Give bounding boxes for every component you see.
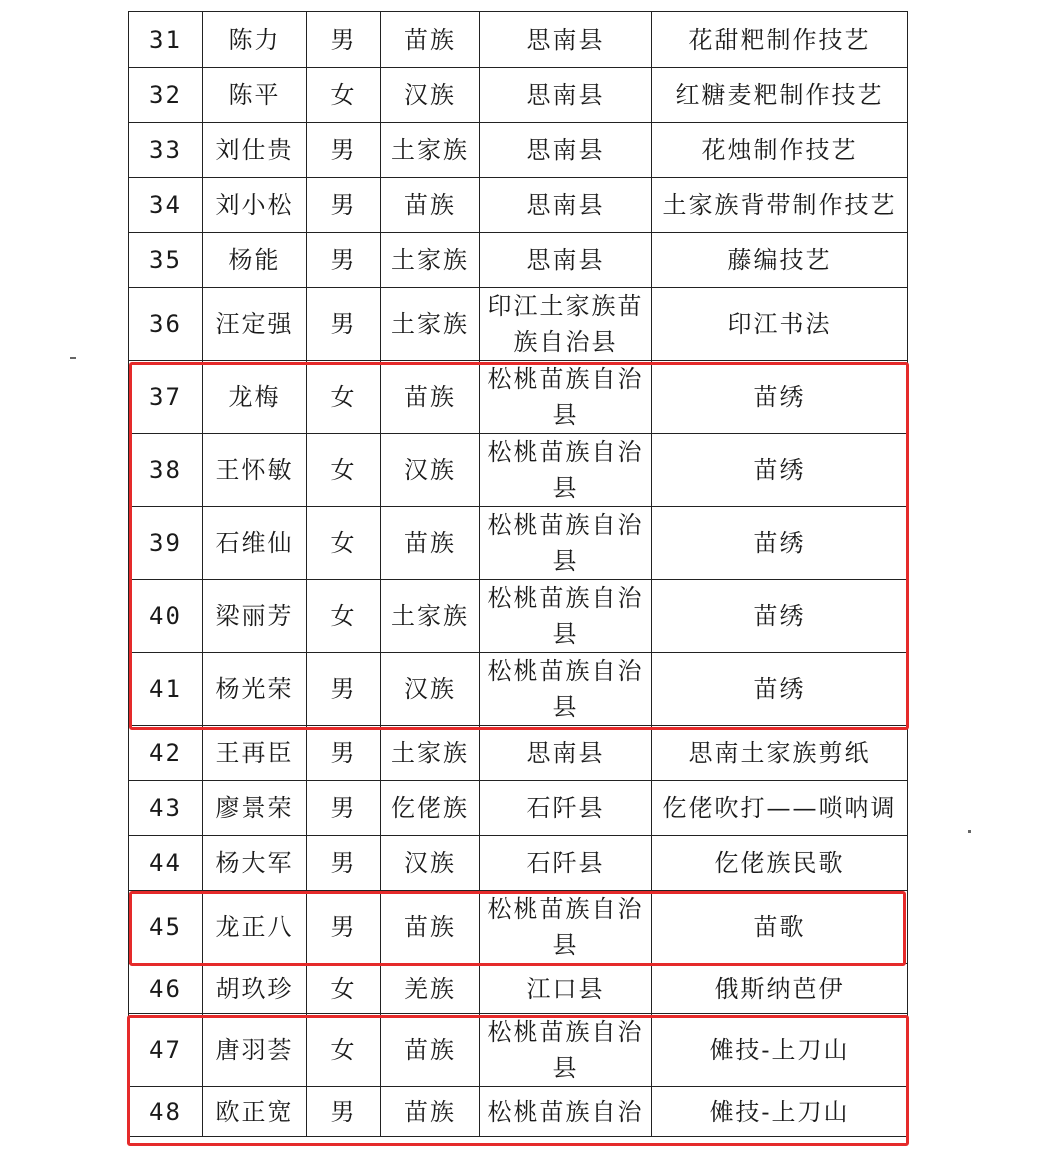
cell-gender: 男 <box>307 123 381 178</box>
cell-gender: 女 <box>307 580 381 653</box>
cell-county: 松桃苗族自治县 <box>480 891 652 964</box>
cell-name: 王怀敏 <box>203 434 307 507</box>
cell-no: 33 <box>129 123 203 178</box>
cell-ethnicity: 土家族 <box>381 233 480 288</box>
table-row <box>129 964 908 1014</box>
cell-item: 苗绣 <box>652 507 908 580</box>
cell-county: 松桃苗族自治县 <box>480 1014 652 1087</box>
table-row <box>129 726 908 781</box>
cell-gender: 男 <box>307 836 381 891</box>
cell-item: 苗绣 <box>652 434 908 507</box>
cell-no: 41 <box>129 653 203 726</box>
cell-item: 苗歌 <box>652 891 908 964</box>
cell-name: 胡玖珍 <box>203 964 307 1014</box>
cell-ethnicity: 汉族 <box>381 68 480 123</box>
cell-name: 刘小松 <box>203 178 307 233</box>
table-row <box>129 288 908 361</box>
cell-item: 土家族背带制作技艺 <box>652 178 908 233</box>
cell-county: 松桃苗族自治县 <box>480 507 652 580</box>
cell-county: 思南县 <box>480 123 652 178</box>
cell-ethnicity: 苗族 <box>381 1087 480 1137</box>
cell-gender: 女 <box>307 361 381 434</box>
scan-mark <box>70 357 76 359</box>
cell-name: 廖景荣 <box>203 781 307 836</box>
cell-item: 思南土家族剪纸 <box>652 726 908 781</box>
cell-item: 苗绣 <box>652 580 908 653</box>
cell-county: 印江土家族苗族自治县 <box>480 288 652 361</box>
cell-ethnicity: 苗族 <box>381 507 480 580</box>
cell-name: 陈平 <box>203 68 307 123</box>
cell-ethnicity: 苗族 <box>381 891 480 964</box>
cell-ethnicity: 苗族 <box>381 1014 480 1087</box>
cell-no: 34 <box>129 178 203 233</box>
cell-county: 松桃苗族自治 <box>480 1087 652 1137</box>
cell-item: 藤编技艺 <box>652 233 908 288</box>
cell-gender: 女 <box>307 507 381 580</box>
cell-name: 刘仕贵 <box>203 123 307 178</box>
cell-ethnicity: 汉族 <box>381 434 480 507</box>
cell-name: 杨能 <box>203 233 307 288</box>
cell-gender: 女 <box>307 68 381 123</box>
cell-ethnicity: 羌族 <box>381 964 480 1014</box>
cell-ethnicity: 仡佬族 <box>381 781 480 836</box>
cell-name: 龙正八 <box>203 891 307 964</box>
cell-no: 36 <box>129 288 203 361</box>
cell-gender: 女 <box>307 1014 381 1087</box>
cell-name: 龙梅 <box>203 361 307 434</box>
cell-ethnicity: 土家族 <box>381 288 480 361</box>
table-row <box>129 836 908 891</box>
scan-mark <box>968 830 971 833</box>
cell-no: 42 <box>129 726 203 781</box>
cell-gender: 男 <box>307 653 381 726</box>
table-row <box>129 178 908 233</box>
table-row <box>129 233 908 288</box>
cell-no: 47 <box>129 1014 203 1087</box>
cell-item: 苗绣 <box>652 653 908 726</box>
cell-county: 松桃苗族自治县 <box>480 434 652 507</box>
cell-county: 思南县 <box>480 233 652 288</box>
cell-ethnicity: 苗族 <box>381 361 480 434</box>
cell-no: 32 <box>129 68 203 123</box>
cell-item: 花甜粑制作技艺 <box>652 12 908 68</box>
cell-name: 杨光荣 <box>203 653 307 726</box>
cell-county: 石阡县 <box>480 781 652 836</box>
cell-no: 38 <box>129 434 203 507</box>
cell-gender: 男 <box>307 233 381 288</box>
cell-county: 松桃苗族自治县 <box>480 580 652 653</box>
table-row <box>129 12 908 68</box>
cell-item: 花烛制作技艺 <box>652 123 908 178</box>
cell-no: 31 <box>129 12 203 68</box>
cell-county: 松桃苗族自治县 <box>480 361 652 434</box>
highlight-box-37-41 <box>129 362 909 730</box>
cell-item: 俄斯纳芭伊 <box>652 964 908 1014</box>
cell-no: 40 <box>129 580 203 653</box>
cell-no: 46 <box>129 964 203 1014</box>
cell-name: 杨大军 <box>203 836 307 891</box>
cell-gender: 男 <box>307 891 381 964</box>
cell-name: 石维仙 <box>203 507 307 580</box>
cell-item: 红糖麦粑制作技艺 <box>652 68 908 123</box>
cell-county: 思南县 <box>480 68 652 123</box>
cell-county: 江口县 <box>480 964 652 1014</box>
cell-ethnicity: 苗族 <box>381 12 480 68</box>
cell-no: 39 <box>129 507 203 580</box>
cell-ethnicity: 土家族 <box>381 726 480 781</box>
cell-gender: 男 <box>307 12 381 68</box>
cell-ethnicity: 土家族 <box>381 580 480 653</box>
cell-ethnicity: 汉族 <box>381 653 480 726</box>
cell-county: 石阡县 <box>480 836 652 891</box>
cell-item: 仡佬族民歌 <box>652 836 908 891</box>
cell-name: 欧正宽 <box>203 1087 307 1137</box>
cell-gender: 男 <box>307 726 381 781</box>
cell-item: 印江书法 <box>652 288 908 361</box>
cell-no: 44 <box>129 836 203 891</box>
cell-name: 陈力 <box>203 12 307 68</box>
cell-county: 思南县 <box>480 726 652 781</box>
table-row <box>129 68 908 123</box>
cell-gender: 男 <box>307 1087 381 1137</box>
highlight-box-47-48 <box>127 1015 909 1146</box>
table-row <box>129 123 908 178</box>
cell-gender: 男 <box>307 781 381 836</box>
cell-no: 37 <box>129 361 203 434</box>
cell-ethnicity: 苗族 <box>381 178 480 233</box>
cell-ethnicity: 汉族 <box>381 836 480 891</box>
cell-gender: 女 <box>307 964 381 1014</box>
cell-item: 傩技-上刀山 <box>652 1087 908 1137</box>
cell-item: 苗绣 <box>652 361 908 434</box>
cell-name: 王再臣 <box>203 726 307 781</box>
highlight-box-45 <box>129 891 906 966</box>
cell-gender: 女 <box>307 434 381 507</box>
cell-county: 松桃苗族自治县 <box>480 653 652 726</box>
cell-item: 仡佬吹打——唢呐调 <box>652 781 908 836</box>
cell-name: 唐羽荟 <box>203 1014 307 1087</box>
cell-name: 汪定强 <box>203 288 307 361</box>
cell-gender: 男 <box>307 178 381 233</box>
cell-no: 45 <box>129 891 203 964</box>
cell-no: 48 <box>129 1087 203 1137</box>
cell-no: 43 <box>129 781 203 836</box>
cell-item: 傩技-上刀山 <box>652 1014 908 1087</box>
cell-ethnicity: 土家族 <box>381 123 480 178</box>
table-row <box>129 781 908 836</box>
cell-name: 梁丽芳 <box>203 580 307 653</box>
cell-county: 思南县 <box>480 178 652 233</box>
cell-no: 35 <box>129 233 203 288</box>
cell-gender: 男 <box>307 288 381 361</box>
cell-county: 思南县 <box>480 12 652 68</box>
